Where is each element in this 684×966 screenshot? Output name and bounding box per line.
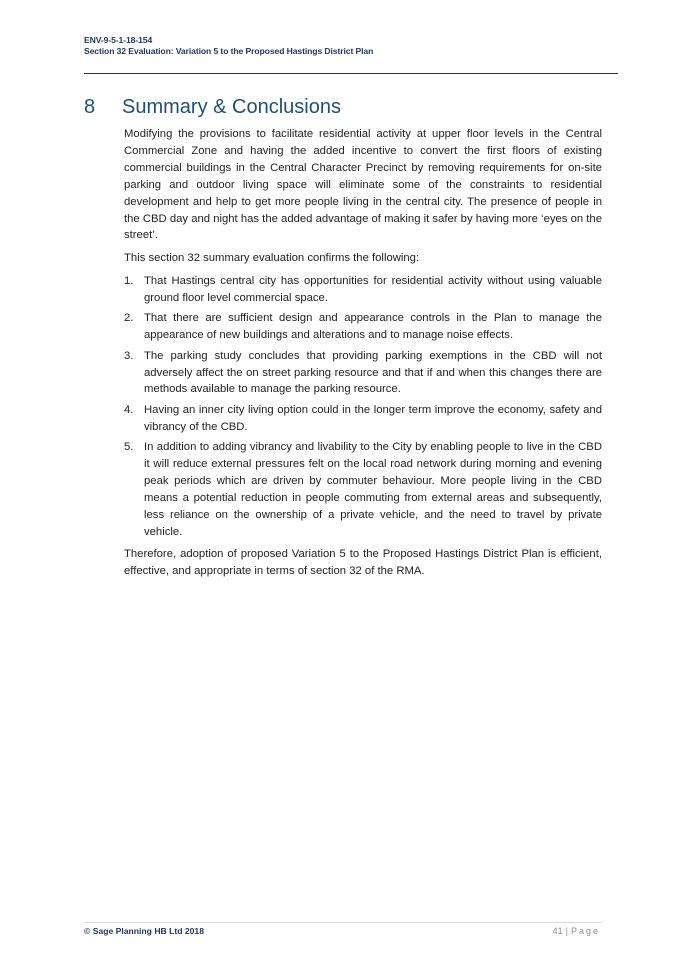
intro-paragraph: Modifying the provisions to facilitate residential activity at upper floor levels in the Central Commercial Zone and having the added incentive to convert the first floors of existing commercial buildings in the Central Character Precinct by removing requirements for on-site parking and outdoor living space will eliminate some of the constraints to residential development and help to get more people living in the central city. The presence of people in the CBD day and night has the added advantage of making it safer by having more ‘eyes on the street’. — [124, 128, 602, 242]
section-number: 8 — [84, 96, 96, 118]
section-heading — [84, 96, 604, 119]
conclusion-paragraph: Therefore, adoption of proposed Variation 5 to the Proposed Hastings District Plan is efficient, effective, and appropriate in terms of section 32 of the RMA. — [124, 548, 602, 578]
list-item — [124, 273, 602, 307]
document-id: ENV-9-5-1-18-154 — [84, 35, 153, 45]
findings-list — [124, 273, 602, 540]
list-item-text: The parking study concludes that providing parking exemptions in the CBD will not adversely affect the on street parking resource and that if and when this changes there are methods available to manage the parking resource. — [144, 349, 602, 396]
list-item-text: That Hastings central city has opportunities for residential activity without using valuable ground floor level commercial space. — [144, 275, 602, 305]
lead-paragraph: This section 32 summary evaluation confirms the following: — [124, 252, 420, 265]
list-item-text: In addition to adding vibrancy and livability to the City by enabling people to live in the CBD it will reduce external pressures felt on the local road network during morning and evening peak periods which are driven by commuter behaviour. More people living in the CBD means a potential reduction in people commuting from external areas and subsequently, less reliance on the ownership of a private vehicle, and the need to travel by private vehicle. — [144, 440, 602, 538]
header-divider — [84, 73, 618, 74]
section-body — [124, 126, 602, 586]
list-item-number: 1. — [124, 275, 134, 288]
list-item — [124, 348, 602, 399]
page-number: 41 — [552, 926, 563, 936]
document-title: Section 32 Evaluation: Variation 5 to the Proposed Hastings District Plan — [84, 46, 374, 56]
page-header — [84, 35, 618, 57]
list-item-number: 5. — [124, 440, 134, 453]
list-item-text: That there are sufficient design and appearance controls in the Plan to manage the appearance of new buildings and alterations and to manage noise effects. — [144, 312, 602, 342]
list-item — [124, 402, 602, 436]
footer-copyright: © Sage Planning HB Ltd 2018 — [84, 926, 204, 936]
list-item-text: Having an inner city living option could in the longer term improve the economy, safety and vibrancy of the CBD. — [144, 403, 602, 433]
footer-page-indicator — [553, 926, 600, 936]
footer-divider — [84, 922, 602, 923]
list-item-number: 2. — [124, 312, 134, 325]
section-title: Summary & Conclusions — [122, 96, 341, 118]
list-item — [124, 439, 602, 540]
list-item-number: 4. — [124, 403, 134, 416]
list-item-number: 3. — [124, 349, 134, 362]
page-separator: | — [565, 926, 568, 936]
page-label: Page — [570, 926, 600, 936]
list-item — [124, 310, 602, 344]
